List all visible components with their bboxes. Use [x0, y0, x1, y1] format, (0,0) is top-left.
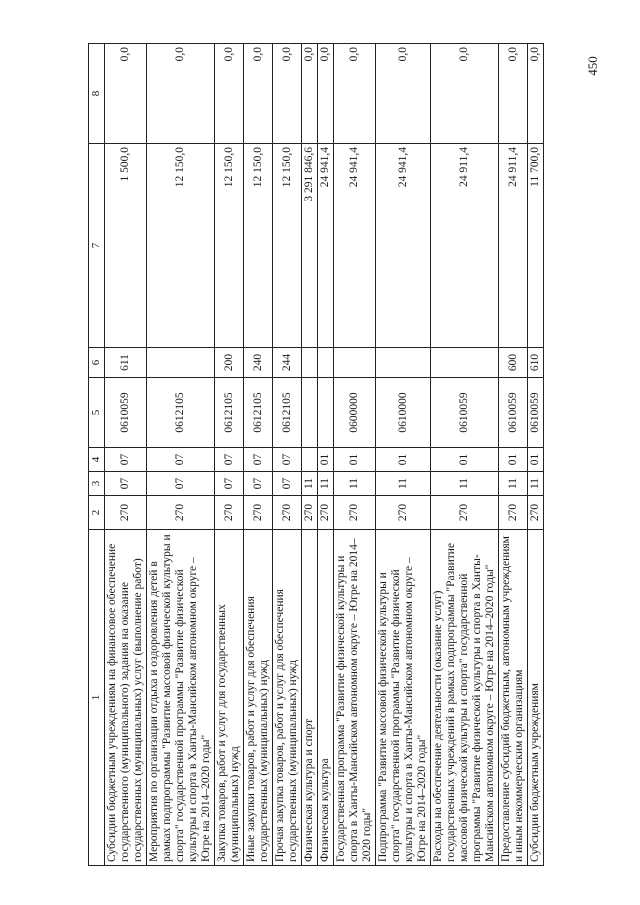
- row-description: Субсидии бюджетным учреждениям: [528, 530, 544, 866]
- section-code: 11: [334, 472, 376, 496]
- expense-type-code: 600: [499, 348, 528, 378]
- amount: 12 150,0: [273, 144, 302, 348]
- amount: 24 911,4: [431, 144, 499, 348]
- expense-type-code: [318, 348, 334, 378]
- amount-col8: 0,0: [147, 44, 215, 144]
- row-description: Расходы на обеспечение деятельности (оказание услуг) государственных учреждений в рамках подпрограммы "Развитие массовой физической культуры и спорта" государственной программы "Развитие физической культуры и спорта в Ханты-Мансийском автономном округе – Югре на 2014–2020 годы": [431, 530, 499, 866]
- amount: 24 941,4: [334, 144, 376, 348]
- header-cell: 2: [89, 496, 105, 530]
- amount-col8: 0,0: [499, 44, 528, 144]
- expense-type-code: 611: [105, 348, 147, 378]
- table-row: [105, 44, 147, 866]
- table-row: [528, 44, 544, 866]
- amount-col8: 0,0: [105, 44, 147, 144]
- table-row: [499, 44, 528, 866]
- amount-col8: 0,0: [273, 44, 302, 144]
- header-cell: 3: [89, 472, 105, 496]
- amount: 12 150,0: [147, 144, 215, 348]
- header-cell: 7: [89, 144, 105, 348]
- table-row: [244, 44, 273, 866]
- document-page: [88, 44, 608, 866]
- subsection-code: 07: [273, 448, 302, 472]
- target-article-code: 0610059: [105, 378, 147, 448]
- row-description: Иные закупки товаров, работ и услуг для обеспечения государственных (муниципальных) нужд: [244, 530, 273, 866]
- row-description: Закупка товаров, работ и услуг для государственных (муниципальных) нужд: [215, 530, 244, 866]
- amount-col8: 0,0: [334, 44, 376, 144]
- amount-col8: 0,0: [244, 44, 273, 144]
- header-cell: 4: [89, 448, 105, 472]
- ministry-code: 270: [147, 496, 215, 530]
- subsection-code: 01: [334, 448, 376, 472]
- page-number: 450: [584, 56, 600, 76]
- ministry-code: 270: [302, 496, 318, 530]
- table-row: [431, 44, 499, 866]
- amount: 24 911,4: [499, 144, 528, 348]
- budget-table-container: [88, 44, 608, 866]
- subsection-code: 01: [318, 448, 334, 472]
- ministry-code: 270: [499, 496, 528, 530]
- amount-col8: 0,0: [431, 44, 499, 144]
- header-cell: 5: [89, 378, 105, 448]
- target-article-code: 0610059: [528, 378, 544, 448]
- target-article-code: 0612105: [147, 378, 215, 448]
- ministry-code: 270: [244, 496, 273, 530]
- table-row: [334, 44, 376, 866]
- table-row: [147, 44, 215, 866]
- section-code: 07: [105, 472, 147, 496]
- row-description: Государственная программа "Развитие физической культуры и спорта в Ханты-Мансийском автономном округе – Югре на 2014–2020 годы": [334, 530, 376, 866]
- table-row: [215, 44, 244, 866]
- amount: 1 500,0: [105, 144, 147, 348]
- expense-type-code: [376, 348, 431, 378]
- amount: 24 941,4: [376, 144, 431, 348]
- expense-type-code: 240: [244, 348, 273, 378]
- table-row: [273, 44, 302, 866]
- target-article-code: [318, 378, 334, 448]
- target-article-code: 0610059: [431, 378, 499, 448]
- table-header-row: [89, 44, 105, 866]
- table-row: [302, 44, 318, 866]
- amount: 12 150,0: [244, 144, 273, 348]
- row-description: Физическая культура и спорт: [302, 530, 318, 866]
- header-cell: 6: [89, 348, 105, 378]
- row-description: Субсидии бюджетным учреждениям на финансовое обеспечение государственного (муниципального) задания на оказание государственных (муниципальных) услуг (выполнение работ): [105, 530, 147, 866]
- amount-col8: 0,0: [302, 44, 318, 144]
- target-article-code: 0612105: [244, 378, 273, 448]
- expense-type-code: [334, 348, 376, 378]
- target-article-code: 0612105: [273, 378, 302, 448]
- section-code: 11: [499, 472, 528, 496]
- subsection-code: 07: [244, 448, 273, 472]
- row-description: Прочая закупка товаров, работ и услуг для обеспечения государственных (муниципальных) нужд: [273, 530, 302, 866]
- table-row: [376, 44, 431, 866]
- section-code: 11: [318, 472, 334, 496]
- row-description: Подпрограмма "Развитие массовой физической культуры и спорта" государственной программы "Развитие физической культуры и спорта в Ханты-Мансийском автономном округе – Югре на 2014–2020 годы": [376, 530, 431, 866]
- expense-type-code: 244: [273, 348, 302, 378]
- amount: 11 700,0: [528, 144, 544, 348]
- subsection-code: 01: [499, 448, 528, 472]
- row-description: Физическая культура: [318, 530, 334, 866]
- section-code: 11: [528, 472, 544, 496]
- amount-col8: 0,0: [318, 44, 334, 144]
- subsection-code: 01: [528, 448, 544, 472]
- ministry-code: 270: [273, 496, 302, 530]
- amount: 12 150,0: [215, 144, 244, 348]
- subsection-code: 01: [376, 448, 431, 472]
- ministry-code: 270: [431, 496, 499, 530]
- section-code: 07: [147, 472, 215, 496]
- amount: 3 291 846,6: [302, 144, 318, 348]
- subsection-code: 07: [215, 448, 244, 472]
- expense-type-code: [431, 348, 499, 378]
- ministry-code: 270: [215, 496, 244, 530]
- section-code: 07: [215, 472, 244, 496]
- target-article-code: [302, 378, 318, 448]
- target-article-code: 0610059: [499, 378, 528, 448]
- subsection-code: 07: [105, 448, 147, 472]
- expense-type-code: [147, 348, 215, 378]
- section-code: 07: [244, 472, 273, 496]
- amount-col8: 0,0: [215, 44, 244, 144]
- section-code: 11: [376, 472, 431, 496]
- target-article-code: 0600000: [334, 378, 376, 448]
- amount: 24 941,4: [318, 144, 334, 348]
- subsection-code: 07: [147, 448, 215, 472]
- expense-type-code: [302, 348, 318, 378]
- section-code: 11: [431, 472, 499, 496]
- ministry-code: 270: [376, 496, 431, 530]
- header-cell: 8: [89, 44, 105, 144]
- row-description: Предоставление субсидий бюджетным, автономным учреждениям и иным некоммерческим организациям: [499, 530, 528, 866]
- subsection-code: [302, 448, 318, 472]
- subsection-code: 01: [431, 448, 499, 472]
- section-code: 11: [302, 472, 318, 496]
- ministry-code: 270: [318, 496, 334, 530]
- ministry-code: 270: [334, 496, 376, 530]
- expense-type-code: 200: [215, 348, 244, 378]
- target-article-code: 0612105: [215, 378, 244, 448]
- amount-col8: 0,0: [376, 44, 431, 144]
- table-row: [318, 44, 334, 866]
- ministry-code: 270: [528, 496, 544, 530]
- ministry-code: 270: [105, 496, 147, 530]
- section-code: 07: [273, 472, 302, 496]
- amount-col8: 0,0: [528, 44, 544, 144]
- budget-table: [88, 43, 544, 866]
- row-description: Мероприятия по организации отдыха и оздоровления детей в рамках подпрограммы "Развитие массовой физической культуры и спорта" государственной программы "Развитие физической культуры и спорта в Ханты-Мансийском автономном округе – Югре на 2014–2020 годы": [147, 530, 215, 866]
- target-article-code: 0610000: [376, 378, 431, 448]
- expense-type-code: 610: [528, 348, 544, 378]
- header-cell: 1: [89, 530, 105, 866]
